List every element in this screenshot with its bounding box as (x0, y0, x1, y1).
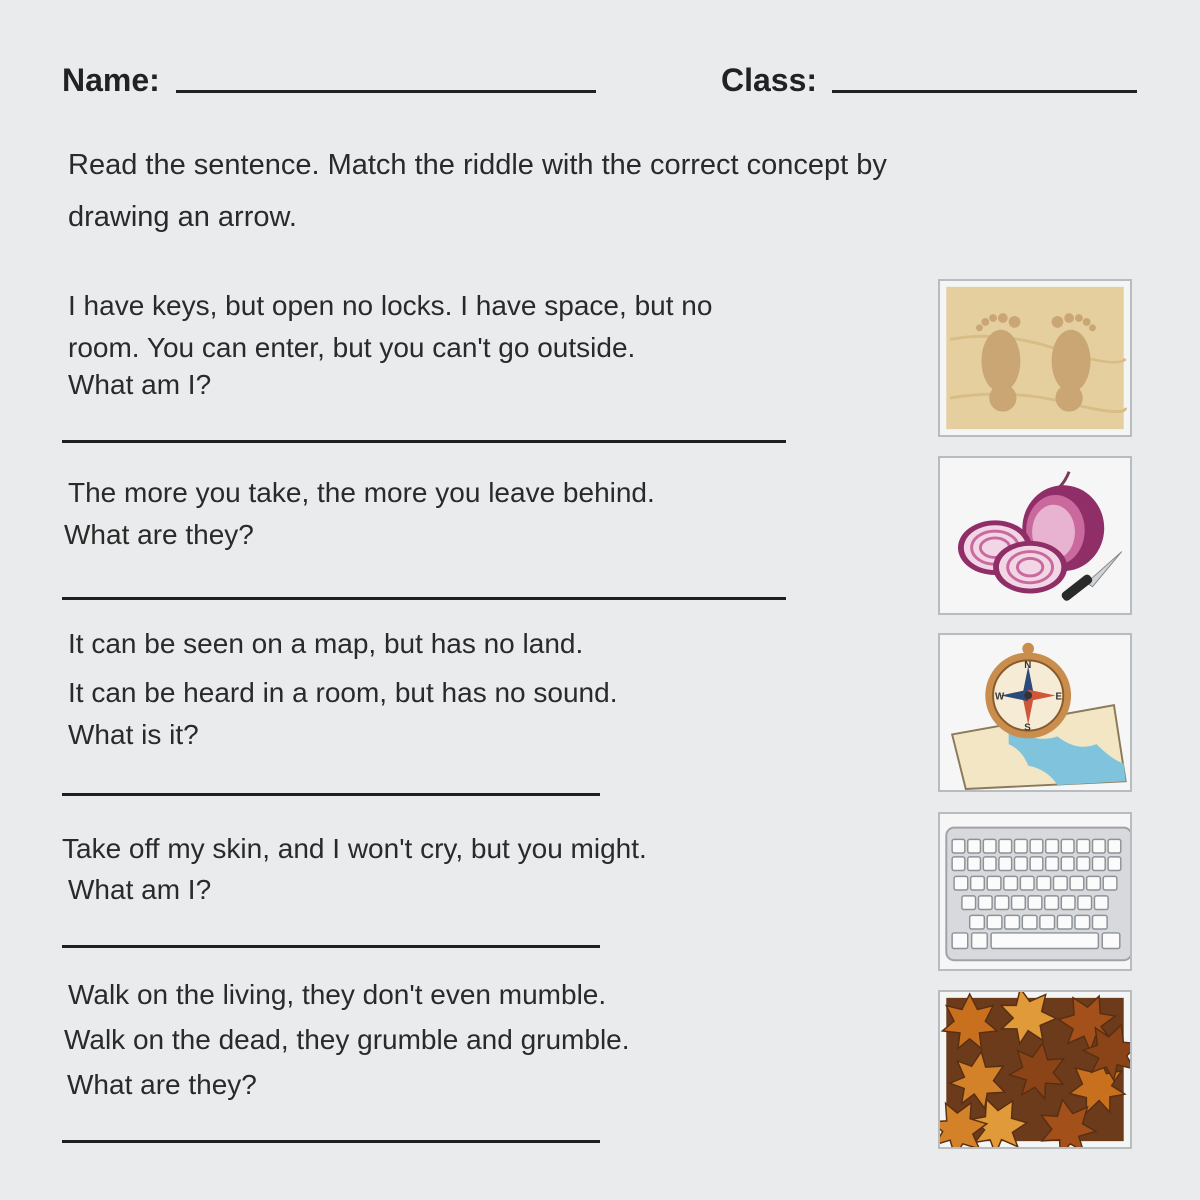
keyboard-key (1108, 839, 1121, 853)
name-field-line[interactable] (176, 90, 596, 93)
riddle-3-line-1: It can be seen on a map, but has no land. (68, 628, 584, 659)
keyboard-key (1005, 915, 1020, 929)
keyboard-key (952, 839, 965, 853)
autumn-leaves-icon (940, 992, 1130, 1147)
keyboard-key (1015, 857, 1028, 871)
name-label: Name: (62, 62, 160, 98)
riddle-1-line-1: I have keys, but open no locks. I have space, but no (68, 290, 713, 321)
keyboard-key (1022, 915, 1037, 929)
keyboard-key (968, 839, 981, 853)
riddle-3-line-3: What is it? (68, 719, 199, 750)
riddle-5-line-1: Walk on the living, they don't even mumble. (68, 979, 607, 1010)
keyboard-key (1077, 839, 1090, 853)
keyboard-key (972, 933, 988, 949)
keyboard-key (1093, 839, 1106, 853)
keyboard-key (1061, 857, 1074, 871)
keyboard-key (987, 876, 1001, 890)
riddle-2-line-1: The more you take, the more you leave behind. (68, 477, 655, 508)
riddle-5-answer-line[interactable] (62, 1140, 600, 1143)
compass-letter-e: E (1055, 691, 1062, 703)
keyboard-key (952, 933, 968, 949)
keyboard-key (1040, 915, 1055, 929)
keyboard-key (971, 876, 985, 890)
keyboard-key (1078, 896, 1092, 910)
riddle-1-line-3: What am I? (68, 369, 212, 400)
keyboard-key (999, 857, 1012, 871)
riddle-4-answer-line[interactable] (62, 945, 600, 948)
keyboard-key (1045, 896, 1059, 910)
riddle-5-line-2: Walk on the dead, they grumble and grumble. (64, 1024, 630, 1055)
keyboard-key (968, 857, 981, 871)
riddle-2-answer-line[interactable] (62, 597, 786, 600)
keyboard-key (987, 915, 1002, 929)
picture-leaves[interactable] (938, 990, 1132, 1149)
keyboard-key (1102, 933, 1120, 949)
keyboard-key (952, 857, 965, 871)
keyboard-key (1075, 915, 1090, 929)
riddle-4-line-2: What am I? (68, 874, 212, 905)
keyboard-key (1028, 896, 1042, 910)
keyboard-key (954, 876, 968, 890)
keyboard-key (999, 839, 1012, 853)
keyboard-key (1054, 876, 1068, 890)
keyboard-key (991, 933, 1098, 949)
keyboard-key (1030, 857, 1043, 871)
picture-keyboard[interactable] (938, 812, 1132, 971)
keyboard-key (1015, 839, 1028, 853)
compass-letter-w: W (995, 691, 1005, 703)
riddle-3-line-2: It can be heard in a room, but has no sound. (68, 677, 618, 708)
keyboard-key (1108, 857, 1121, 871)
keyboard-key (1046, 857, 1059, 871)
keyboard-icon (940, 814, 1130, 969)
riddle-4-line-1: Take off my skin, and I won't cry, but you might. (62, 833, 647, 864)
class-field-line[interactable] (832, 90, 1137, 93)
keyboard-key (983, 857, 996, 871)
riddle-1-answer-line[interactable] (62, 440, 786, 443)
keyboard-key (1093, 857, 1106, 871)
keyboard-key (1012, 896, 1026, 910)
instructions-line-1: Read the sentence. Match the riddle with the correct concept by (68, 149, 887, 181)
riddle-1-line-2: room. You can enter, but you can't go outside. (68, 332, 636, 363)
keyboard-key (1094, 896, 1108, 910)
class-label: Class: (721, 62, 818, 98)
keyboard-key (1004, 876, 1018, 890)
keyboard-key (1037, 876, 1051, 890)
picture-compass[interactable] (938, 633, 1132, 792)
keyboard-key (962, 896, 976, 910)
keyboard-key (1061, 839, 1074, 853)
keyboard-key (983, 839, 996, 853)
picture-footprints[interactable] (938, 279, 1132, 437)
riddle-3-answer-line[interactable] (62, 793, 600, 796)
compass-on-map-icon (940, 635, 1130, 790)
keyboard-key (1030, 839, 1043, 853)
riddle-2-line-2: What are they? (64, 519, 254, 550)
keyboard-key (1061, 896, 1075, 910)
keyboard-key (970, 915, 985, 929)
riddle-5-line-3: What are they? (67, 1069, 257, 1100)
keyboard-key (1103, 876, 1117, 890)
compass-letter-n: N (1024, 660, 1032, 672)
instructions (68, 139, 887, 243)
keyboard-key (1046, 839, 1059, 853)
keyboard-key (1093, 915, 1108, 929)
sliced-onion-and-knife-icon (940, 458, 1130, 613)
keyboard-key (978, 896, 992, 910)
keyboard-key (995, 896, 1009, 910)
keyboard-key (1070, 876, 1084, 890)
picture-onion[interactable] (938, 456, 1132, 615)
keyboard-key (1077, 857, 1090, 871)
keyboard-key (1087, 876, 1101, 890)
keyboard-key (1057, 915, 1072, 929)
compass-letter-s: S (1024, 722, 1031, 734)
keyboard-key (1020, 876, 1034, 890)
instructions-line-2: drawing an arrow. (68, 201, 297, 233)
footprints-in-sand-icon (940, 281, 1130, 435)
